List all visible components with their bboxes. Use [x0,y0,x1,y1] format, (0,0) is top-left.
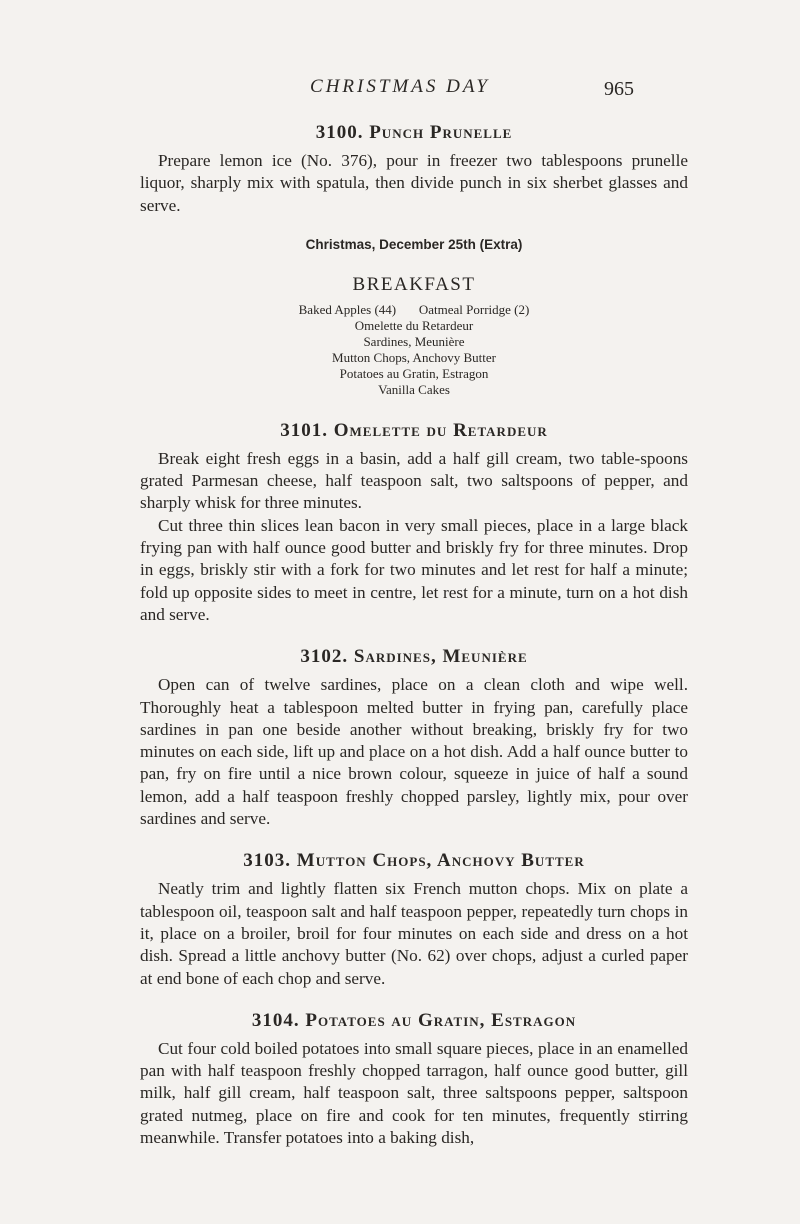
menu-item: Sardines, Meunière [363,333,465,349]
recipe-name: Punch Prunelle [369,122,513,143]
menu-item: Baked Apples (44) [298,301,397,317]
recipe-number: 3102. [300,646,349,668]
recipe-3100 [140,122,688,217]
recipe-paragraph: Break eight fresh eggs in a basin, add a half gill cream, two table-spoons grated Parmesan cheese, half teaspoon salt, two saltspoons of pepper, and sharply whisk for three minutes. [140,448,688,513]
recipe-3102 [140,646,688,830]
menu-item: Mutton Chops, Anchovy Butter [332,349,496,365]
recipe-name: Sardines, Meunière [353,646,528,668]
menu-item: Vanilla Cakes [378,381,450,397]
recipe-number: 3101. [280,419,328,441]
menu-list [140,302,688,398]
recipe-title [140,646,688,668]
menu-row [140,302,688,318]
recipe-number: 3103. [243,850,292,872]
recipe-paragraph: Open can of twelve sardines, place on a clean cloth and wipe well. Thoroughly heat a tablespoon melted butter in frying pan, carefully place sardines in pan one beside another without breaking, briskly fry for two minutes on each side, lift up and place on a hot dish. Add a half ounce butter to pan, fry on fire until a nice brown colour, squeeze in juice of half a sound lemon, add a half teaspoon freshly chopped parsley, lightly mix, pour over sardines and serve. [140,675,688,829]
recipe-paragraph: Cut four cold boiled potatoes into small square pieces, place in an enamelled pan with half teaspoon freshly chopped tarragon, half ounce good butter, gill milk, half gill cream, half teaspoon salt, three saltspoons pepper, saltspoon grated nutmeg, place on fire and cook for ten minutes, frequently stirring meanwhile. Transfer potatoes into a baking dish, [140,1038,688,1148]
recipe-paragraph: Prepare lemon ice (No. 376), pour in freezer two tablespoons prunelle liquor, sharply mix with spatula, then divide punch in six sherbet glasses and serve. [140,151,688,215]
running-title: CHRISTMAS DAY [310,76,490,97]
recipe-number: 3100. [315,122,364,143]
recipe-name: Omelette du Retardeur [333,419,548,441]
recipe-3104 [140,1010,688,1149]
recipe-3103 [140,850,688,989]
menu-meal-heading: BREAKFAST [352,273,476,295]
menu-item: Oatmeal Porridge (2) [418,301,530,317]
page-number: 965 [604,78,634,100]
menu-item: Potatoes au Gratin, Estragon [339,365,489,381]
recipe-paragraph: Cut three thin slices lean bacon in very small pieces, place in a large black frying pan with half ounce good butter and briskly fry for three minutes. Drop in eggs, briskly stir with a fork for two minutes and let rest for half a minute; fold up opposite sides to meet in centre, let rest for a minute, turn on a hot dish and serve. [140,515,688,624]
page-header [0,76,800,106]
recipe-3101 [140,420,688,626]
page-content [140,122,688,1149]
recipe-title [140,1010,688,1032]
recipe-title [140,420,688,442]
recipe-name: Mutton Chops, Anchovy Butter [296,850,585,872]
menu-item: Omelette du Retardeur [354,317,474,333]
section-heading: Christmas, December 25th (Extra) [305,236,523,252]
recipe-name: Potatoes au Gratin, Estragon [305,1009,577,1031]
recipe-number: 3104. [251,1009,300,1031]
recipe-title [140,850,688,872]
recipe-paragraph: Neatly trim and lightly flatten six French mutton chops. Mix on plate a tablespoon oil, teaspoon salt and half teaspoon pepper, repeatedly turn chops in it, place on a broiler, broil for four minutes on each side and dress on a hot dish. Spread a little anchovy butter (No. 62) over chops, adjust a curled paper at end bone of each chop and serve. [140,879,688,988]
recipe-title [140,122,688,144]
